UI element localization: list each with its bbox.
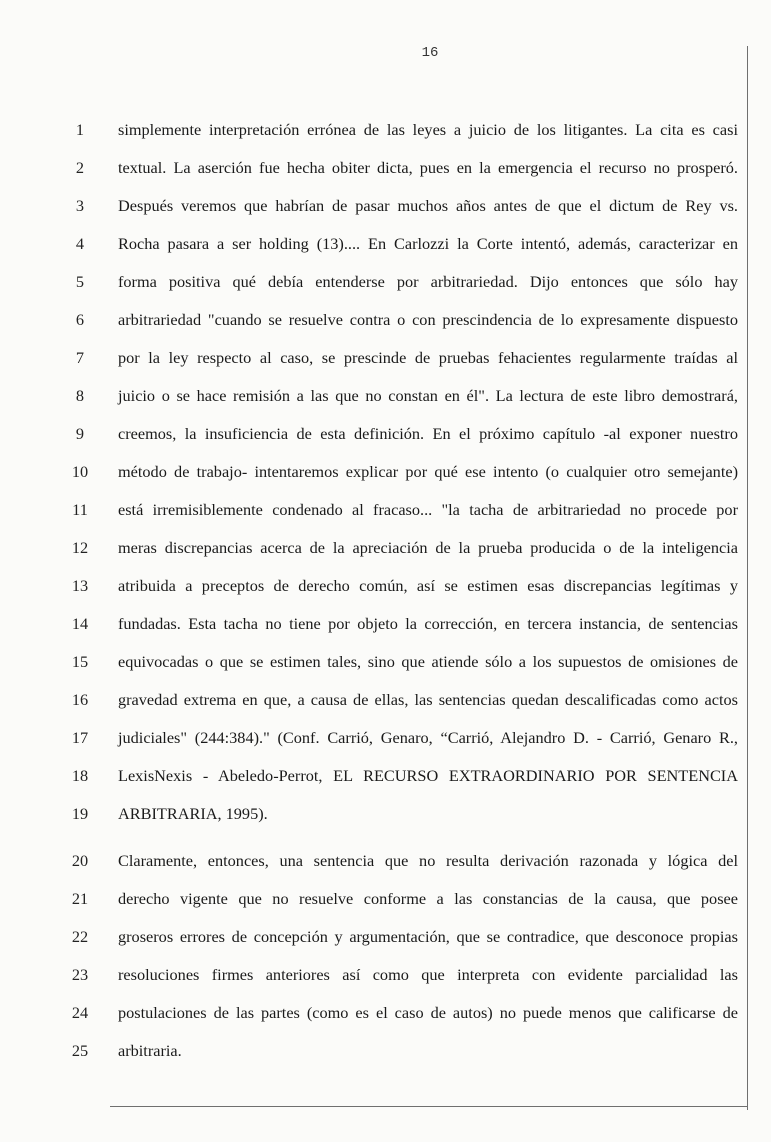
text-line: juicio o se hace remisión a las que no constan en él". La lectura de este libro demostrará, <box>118 386 738 405</box>
text-line: judiciales" (244:384)." (Conf. Carrió, Genaro, “Carrió, Alejandro D. - Carrió, Genaro R., <box>118 728 738 747</box>
right-margin-rule <box>747 46 748 1110</box>
text-line: por la ley respecto al caso, se prescinde de pruebas fehacientes regularmente traídas al <box>118 348 738 367</box>
text-line: ARBITRARIA, 1995). <box>118 804 268 823</box>
line-number: 25 <box>71 1041 89 1060</box>
line-number: 22 <box>71 927 89 946</box>
text-line: forma positiva qué debía entenderse por arbitrariedad. Dijo entonces que sólo hay <box>118 272 738 291</box>
line-number: 3 <box>75 196 85 215</box>
line-number: 9 <box>75 424 85 443</box>
line-number: 6 <box>75 310 85 329</box>
text-line: atribuida a preceptos de derecho común, así se estimen esas discrepancias legítimas y <box>118 576 738 595</box>
line-number: 16 <box>71 690 89 709</box>
line-number: 23 <box>71 965 89 984</box>
line-number: 2 <box>75 158 85 177</box>
line-number: 21 <box>71 889 89 908</box>
text-line: Claramente, entonces, una sentencia que no resulta derivación razonada y lógica del <box>118 851 738 870</box>
text-line: creemos, la insuficiencia de esta definición. En el próximo capítulo -al exponer nuestro <box>118 424 738 443</box>
line-number: 10 <box>71 462 89 481</box>
line-number: 1 <box>75 120 85 139</box>
text-line: arbitrariedad "cuando se resuelve contra o con prescindencia de lo expresamente dispuesto <box>118 310 738 329</box>
line-number: 11 <box>72 500 88 519</box>
text-line: equivocadas o que se estimen tales, sino que atiende sólo a los supuestos de omisiones de <box>118 652 738 671</box>
text-line: fundadas. Esta tacha no tiene por objeto la corrección, en tercera instancia, de sentencias <box>118 614 738 633</box>
text-line: textual. La aserción fue hecha obiter dicta, pues en la emergencia el recurso no prosperó. <box>118 158 738 177</box>
line-number: 24 <box>71 1003 89 1022</box>
page-number: 16 <box>421 45 439 61</box>
text-line: método de trabajo- intentaremos explicar por qué ese intento (o cualquier otro semejante) <box>118 462 738 481</box>
line-number: 7 <box>75 348 85 367</box>
line-number: 20 <box>71 851 89 870</box>
text-line: Después veremos que habrían de pasar muchos años antes de que el dictum de Rey vs. <box>118 196 738 215</box>
line-number: 18 <box>71 766 89 785</box>
text-line: groseros errores de concepción y argumentación, que se contradice, que desconoce propias <box>118 927 738 946</box>
text-line: arbitraria. <box>118 1041 182 1060</box>
line-number: 8 <box>75 386 85 405</box>
line-number: 5 <box>75 272 85 291</box>
text-line: postulaciones de las partes (como es el caso de autos) no puede menos que calificarse de <box>118 1003 738 1022</box>
text-line: LexisNexis - Abeledo-Perrot, EL RECURSO EXTRAORDINARIO POR SENTENCIA <box>118 766 738 785</box>
text-line: simplemente interpretación errónea de las leyes a juicio de los litigantes. La cita es casi <box>118 120 738 139</box>
text-line: meras discrepancias acerca de la apreciación de la prueba producida o de la inteligencia <box>118 538 738 557</box>
bottom-rule <box>110 1106 748 1107</box>
text-line: Rocha pasara a ser holding (13).... En Carlozzi la Corte intentó, además, caracterizar en <box>118 234 738 253</box>
line-number: 12 <box>71 538 89 557</box>
line-number: 17 <box>71 728 89 747</box>
text-line: resoluciones firmes anteriores así como que interpreta con evidente parcialidad las <box>118 965 738 984</box>
text-line: derecho vigente que no resuelve conforme a las constancias de la causa, que posee <box>118 889 738 908</box>
line-number: 13 <box>71 576 89 595</box>
text-line: gravedad extrema en que, a causa de ellas, las sentencias quedan descalificadas como actos <box>118 690 738 709</box>
line-number: 19 <box>71 804 89 823</box>
line-number: 4 <box>75 234 85 253</box>
line-number: 14 <box>71 614 89 633</box>
text-line: está irremisiblemente condenado al fracaso... "la tacha de arbitrariedad no procede por <box>118 500 738 519</box>
line-number: 15 <box>71 652 89 671</box>
